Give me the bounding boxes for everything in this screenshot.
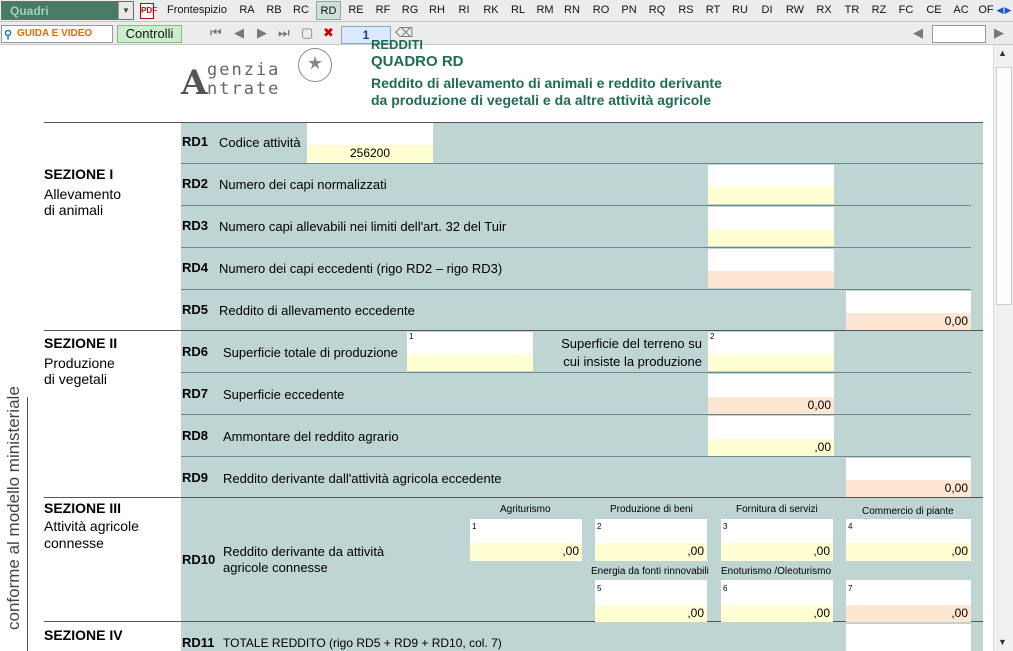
row-divider (181, 456, 971, 457)
rd1-code: RD1 (182, 134, 209, 149)
rd9-desc: Reddito derivante dall'attività agricola eccedente (223, 471, 502, 486)
header-top-text: REDDITI (371, 37, 423, 52)
subtitle-line2: da produzione di vegetali e da altre attività agricole (371, 92, 711, 108)
tab-pn[interactable]: PN (621, 4, 637, 16)
rd6-col1-input[interactable] (407, 354, 533, 371)
quadri-label: Quadri (10, 4, 49, 18)
section-2-title: SEZIONE II (44, 335, 118, 351)
tab-of[interactable]: OF (978, 4, 994, 16)
tab-rf[interactable]: RF (375, 4, 391, 16)
rd10-col6-label: Enoturismo /Oleoturismo (721, 566, 832, 577)
rd7-desc: Superficie eccedente (223, 387, 345, 402)
rd10-col2-label: Produzione di beni (610, 504, 693, 515)
rd10-col4-input[interactable]: ,00 (846, 543, 971, 561)
scroll-left-icon[interactable]: ◀ (913, 25, 923, 40)
row-divider (181, 372, 971, 373)
row-divider (181, 205, 971, 206)
rd10-col5-input[interactable]: ,00 (595, 605, 707, 622)
rd5-desc: Reddito di allevamento eccedente (219, 303, 415, 318)
tab-ac[interactable]: AC (953, 4, 969, 16)
pdf-icon[interactable]: PDF (140, 3, 154, 19)
rd2-code: RD2 (182, 176, 209, 191)
section-3-title: SEZIONE III (44, 500, 122, 516)
page-number[interactable]: 1 (341, 26, 391, 44)
rd10-col2-number: 2 (597, 522, 602, 531)
rd11-cell[interactable] (846, 624, 971, 651)
tabs-scroll-left-icon[interactable]: ◀ (996, 5, 1004, 15)
tab-re[interactable]: RE (348, 4, 364, 16)
rd1-desc: Codice attività (219, 135, 301, 150)
guida-label: GUIDA E VIDEO (17, 28, 93, 39)
scroll-right-icon[interactable]: ▶ (994, 25, 1004, 40)
section-4-divider (44, 621, 983, 622)
row-divider (181, 289, 971, 290)
rd5-code: RD5 (182, 302, 209, 317)
rd4-desc: Numero dei capi eccedenti (rigo RD2 – rigo RD3) (219, 261, 503, 276)
tab-rt[interactable]: RT (705, 4, 721, 16)
prev-page-icon[interactable]: ◀ (234, 25, 244, 40)
vertical-scrollbar[interactable] (993, 45, 1013, 651)
rd10-col6-number: 6 (723, 584, 728, 593)
section-2-sub1: Produzione (44, 355, 115, 371)
rd8-code: RD8 (182, 428, 209, 443)
tab-ru[interactable]: RU (732, 4, 748, 16)
rd3-code: RD3 (182, 218, 209, 233)
tab-rh[interactable]: RH (429, 4, 445, 16)
section-3-sub2: connesse (44, 535, 104, 551)
top-toolbar (0, 0, 1013, 22)
form-page (0, 37, 993, 651)
tab-rq[interactable]: RQ (648, 4, 666, 16)
logo-line1: genzia (207, 60, 281, 80)
rd6-col2-number: 2 (710, 332, 715, 341)
tab-rl[interactable]: RL (510, 4, 526, 16)
rd7-code: RD7 (182, 386, 209, 401)
rd10-code: RD10 (182, 552, 216, 567)
rd6-desc: Superficie totale di produzione (223, 345, 398, 360)
tab-rz[interactable]: RZ (871, 4, 887, 16)
section-1-sub1: Allevamento (44, 186, 122, 202)
rd4-code: RD4 (182, 260, 209, 275)
rd10-col5-number: 5 (597, 584, 602, 593)
rd10-col3-label: Fornitura di servizi (736, 504, 818, 515)
tab-rn[interactable]: RN (564, 4, 580, 16)
section-3-sub1: Attività agricole (44, 518, 139, 534)
rd10-col7-number: 7 (848, 584, 853, 593)
chevron-down-icon[interactable]: ▼ (118, 2, 133, 19)
tab-rd[interactable]: RD (316, 1, 341, 20)
rd6-col2-label-l2: cui insiste la produzione (563, 354, 702, 369)
rd10-col3-number: 3 (723, 522, 728, 531)
rd4-input[interactable] (708, 271, 834, 288)
section-2-sub2: di vegetali (44, 371, 108, 387)
rd10-col4-number: 4 (848, 522, 853, 531)
rd6-code: RD6 (182, 344, 209, 359)
rd6-col2-label (561, 335, 702, 371)
rd6-col2-input[interactable] (708, 354, 834, 371)
last-page-icon[interactable]: ⏭ (278, 25, 290, 40)
rd9-code: RD9 (182, 470, 209, 485)
rd2-input[interactable] (708, 186, 834, 204)
scroll-thumb[interactable] (996, 67, 1012, 305)
page-subtitle (371, 75, 722, 109)
rd10-col1-label: Agriturismo (500, 504, 551, 515)
tabs-scroll-right-icon[interactable]: ▶ (1004, 5, 1012, 15)
logo-line2: ntrate (207, 79, 281, 99)
tab-rk[interactable]: RK (483, 4, 499, 16)
row-divider (181, 414, 971, 415)
rd10-col3-input[interactable]: ,00 (721, 543, 833, 561)
row-divider (181, 247, 971, 248)
rd6-col2-label-l1: Superficie del terreno su (561, 336, 702, 351)
tab-tr[interactable]: TR (844, 4, 860, 16)
rd1-input[interactable]: 256200 (307, 145, 433, 162)
tab-rs[interactable]: RS (678, 4, 694, 16)
rd11-desc: TOTALE REDDITO (rigo RD5 + RD9 + RD10, col. 7) (223, 636, 502, 650)
first-page-icon[interactable]: ⏮ (210, 25, 222, 40)
tab-rx[interactable]: RX (816, 4, 832, 16)
side-divider (27, 397, 28, 651)
tab-ri[interactable]: RI (458, 4, 470, 16)
rd10-col5-label: Energia da fonti rinnovabili (591, 566, 709, 577)
rd10-col6-input[interactable]: ,00 (721, 605, 833, 622)
rd5-input[interactable]: 0,00 (846, 313, 971, 330)
rd10-desc-l1: Reddito derivante da attività (223, 544, 385, 559)
subtitle-line1: Reddito di allevamento di animali e reddito derivante (371, 75, 722, 91)
tab-ra[interactable]: RA (239, 4, 255, 16)
rd10-col7-input[interactable]: ,00 (846, 605, 971, 622)
rd3-desc: Numero capi allevabili nei limiti dell'art. 32 del Tuir (219, 219, 507, 234)
secondary-toolbar (0, 22, 1013, 45)
tab-ce[interactable]: CE (926, 4, 942, 16)
tab-rc[interactable]: RC (293, 4, 309, 16)
page-input[interactable] (932, 25, 986, 43)
search-icon: ⚲ (4, 29, 13, 41)
next-page-icon[interactable]: ▶ (257, 25, 267, 40)
rd10-col2-input[interactable]: ,00 (595, 543, 707, 561)
rd10-desc (223, 544, 384, 576)
vertical-caption: conforme al modello ministeriale (4, 386, 23, 630)
tab-rg[interactable]: RG (401, 4, 419, 16)
logo-letter: A (181, 63, 208, 103)
tab-frontespizio[interactable]: Frontespizio (167, 4, 227, 16)
rd10-col1-input[interactable]: ,00 (470, 543, 582, 561)
section-1-sub2: di animali (44, 202, 104, 218)
page-title: QUADRO RD (371, 53, 464, 70)
rd11-code: RD11 (182, 635, 215, 650)
copy-page-icon[interactable]: ▢ (301, 25, 314, 40)
rd3-input[interactable] (708, 229, 834, 246)
rd9-input[interactable]: 0,00 (846, 480, 971, 497)
section-4-title: SEZIONE IV (44, 627, 123, 643)
section-3-divider (44, 497, 983, 498)
rd8-input[interactable]: ,00 (708, 439, 834, 456)
delete-page-icon[interactable]: ✖ (323, 25, 334, 40)
rd10-col1-number: 1 (472, 522, 477, 531)
tab-rb[interactable]: RB (266, 4, 282, 16)
rd6-col1-number: 1 (409, 332, 414, 341)
republic-emblem-icon (298, 48, 332, 82)
row-divider (181, 163, 983, 164)
rd2-desc: Numero dei capi normalizzati (219, 177, 387, 192)
tab-fc[interactable]: FC (898, 4, 914, 16)
scroll-down-icon[interactable]: ▼ (998, 637, 1007, 647)
quadri-select[interactable] (1, 1, 134, 20)
section-2-divider (44, 330, 983, 331)
rd10-col4-label: Commercio di piante (862, 506, 954, 517)
rd7-input[interactable]: 0,00 (708, 397, 834, 414)
rd10-desc-l2: agricole connesse (223, 560, 328, 575)
controlli-button[interactable]: Controlli (117, 25, 182, 43)
tab-rm[interactable]: RM (536, 4, 554, 16)
scroll-up-icon[interactable]: ▲ (998, 48, 1007, 58)
tab-di[interactable]: DI (761, 4, 773, 16)
rd8-desc: Ammontare del reddito agrario (223, 429, 399, 444)
section-1-title: SEZIONE I (44, 166, 114, 182)
clear-icon[interactable]: ⌫ (395, 25, 414, 40)
guida-video-button[interactable] (1, 25, 113, 43)
tab-rw[interactable]: RW (785, 4, 805, 16)
tab-ro[interactable]: RO (592, 4, 610, 16)
